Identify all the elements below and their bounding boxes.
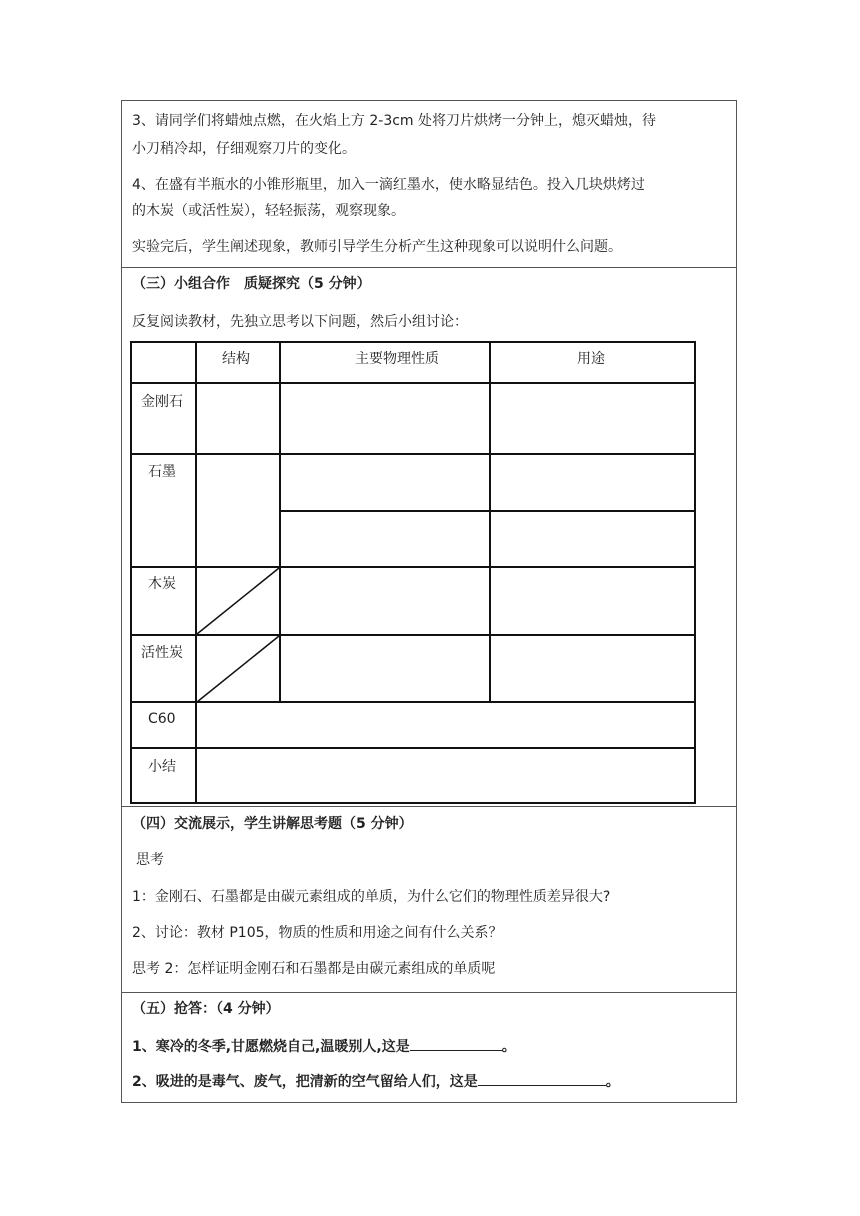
header-structure: 结构	[222, 351, 250, 367]
quiz-question-2-end: 。	[605, 1074, 620, 1090]
row-label-summary: 小结	[148, 759, 176, 775]
think-label: 思考	[136, 852, 164, 868]
think-question-2: 2、讨论：教材 P105，物质的性质和用途之间有什么关系？	[132, 925, 503, 941]
table-border	[694, 341, 696, 804]
quiz-question-1-text: 1、寒冷的冬季,甘愿燃烧自己,温暖别人,这是	[132, 1039, 410, 1055]
table-border	[130, 802, 696, 804]
row-label-charcoal: 木炭	[148, 576, 176, 592]
step4-line2: 的木炭（或活性炭），轻轻振荡，观察现象。	[132, 203, 405, 219]
think-question-1: 1：金刚石、石墨都是由碳元素组成的单质，为什么它们的物理性质差异很大?	[132, 889, 611, 905]
row-label-c60: C60	[148, 711, 176, 727]
table-border	[130, 341, 132, 804]
table-grid-line	[130, 747, 696, 749]
think-question-3: 思考 2：怎样证明金刚石和石墨都是由碳元素组成的单质呢	[132, 961, 496, 977]
quiz-question-2-text: 2、吸进的是毒气、废气，把清新的空气留给人们，这是	[132, 1074, 478, 1090]
answer-blank-2[interactable]	[478, 1071, 606, 1086]
step4-line1: 4、在盛有半瓶水的小锥形瓶里，加入一滴红墨水，使水略显结色。投入几块烘烤过	[132, 177, 645, 193]
section-divider	[121, 992, 737, 993]
step3-line1: 3、请同学们将蜡烛点燃，在火焰上方 2-3cm 处将刀片烘烤一分钟上，熄灭蜡烛，待	[132, 113, 657, 129]
quiz-question-1-end: 。	[501, 1039, 516, 1055]
header-physical-properties: 主要物理性质	[355, 351, 439, 367]
section-three-instruction: 反复阅读教材，先独立思考以下问题，然后小组讨论：	[132, 314, 468, 330]
section-divider	[121, 806, 737, 807]
answer-blank-1[interactable]	[410, 1036, 502, 1051]
section-five-heading: （五）抢答：（4 分钟）	[132, 1001, 280, 1017]
quiz-question-2	[132, 1071, 620, 1092]
table-grid-line	[489, 341, 491, 703]
table-grid-line	[130, 453, 696, 455]
section-divider	[121, 267, 737, 268]
quiz-question-1	[132, 1036, 516, 1057]
row-label-diamond: 金刚石	[141, 394, 183, 410]
header-uses: 用途	[577, 351, 605, 367]
table-grid-line	[279, 510, 696, 512]
carbon-comparison-table	[130, 341, 696, 804]
table-border	[130, 341, 696, 343]
section-three-heading: （三）小组合作 质疑探究（5 分钟）	[132, 276, 371, 292]
section-four-heading: （四）交流展示，学生讲解思考题（5 分钟）	[132, 816, 413, 832]
diagonal-slash-activated-carbon	[196, 635, 280, 703]
experiment-summary: 实验完后，学生阐述现象，教师引导学生分析产生这种现象可以说明什么问题。	[132, 239, 622, 255]
table-grid-line	[130, 382, 696, 384]
row-label-graphite: 石墨	[148, 464, 176, 480]
row-label-activated-carbon: 活性炭	[141, 645, 183, 661]
diagonal-slash-charcoal	[196, 567, 280, 635]
step3-line2: 小刀稍冷却，仔细观察刀片的变化。	[132, 141, 356, 157]
